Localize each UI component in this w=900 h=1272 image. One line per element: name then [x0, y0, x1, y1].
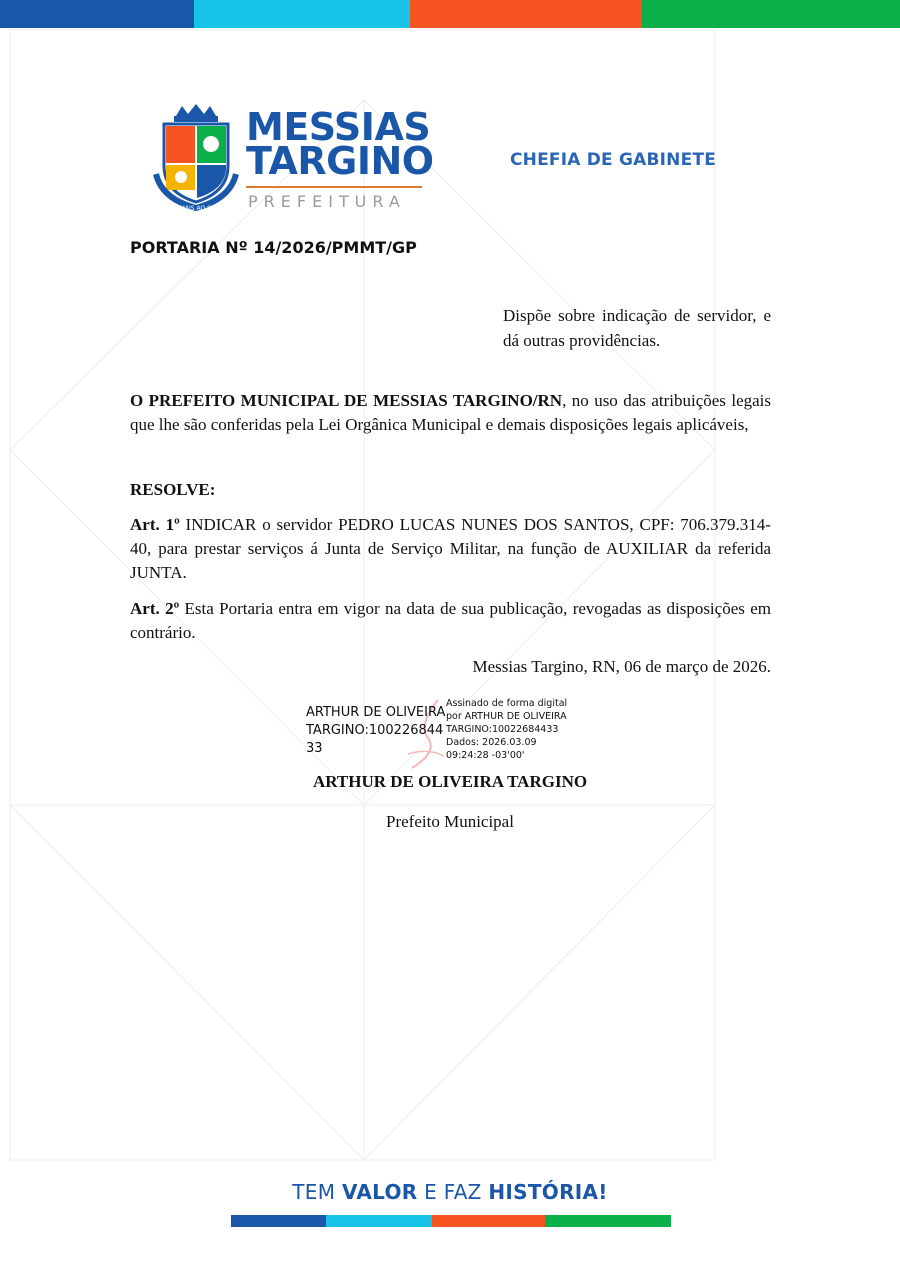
- document-title: PORTARIA Nº 14/2026/PMMT/GP: [130, 238, 417, 257]
- footer-slogan: TEM VALOR E FAZ HISTÓRIA!: [292, 1180, 608, 1204]
- municipality-logo: [152, 104, 432, 216]
- article-1: [130, 513, 771, 585]
- bar-blue: [0, 0, 194, 28]
- signature-name-block: ARTHUR DE OLIVEIRA TARGINO:100226844 33: [306, 705, 446, 756]
- article-2-text: Esta Portaria entra em vigor na data de sua publicação, revogadas as disposições em contrário.: [130, 599, 771, 642]
- signature-details: Assinado de forma digital por ARTHUR DE OLIVEIRA TARGINO:10022684433 Dados: 2026.03.09 09:24:28 -03'00': [446, 698, 568, 761]
- article-2-label: Art. 2º: [130, 599, 180, 618]
- signer-role: Prefeito Municipal: [386, 812, 514, 831]
- signer-name: ARTHUR DE OLIVEIRA TARGINO: [312, 772, 588, 791]
- department-label: CHEFIA DE GABINETE: [510, 150, 717, 170]
- bar-green: [642, 0, 900, 28]
- ementa: Dispõe sobre indicação de servidor, e dá outras providências.: [503, 306, 771, 350]
- article-2: [130, 597, 771, 645]
- brand-line-1: MESSIAS: [246, 105, 431, 149]
- brand-line-2: TARGINO: [246, 139, 434, 183]
- bar-green: [545, 1215, 671, 1227]
- top-color-bar: [0, 0, 900, 28]
- bar-orange: [432, 1215, 545, 1227]
- article-1-text: INDICAR o servidor PEDRO LUCAS NUNES DOS SANTOS, CPF: 706.379.314-40, para prestar serviços á Junta de Serviço Militar, na função de AUXILIAR da referida JUNTA.: [130, 515, 771, 582]
- brand-divider: [246, 186, 422, 188]
- bottom-color-bar: [231, 1215, 671, 1227]
- bar-cyan: [194, 0, 410, 28]
- bar-blue: [231, 1215, 326, 1227]
- preamble: [130, 389, 771, 437]
- coat-of-arms-icon: [152, 104, 240, 212]
- bar-cyan: [326, 1215, 432, 1227]
- preamble-rest: , no uso das atribuições legais que lhe são conferidas pela Lei Orgânica Municipal e demais disposições legais aplicáveis,: [130, 391, 771, 434]
- bar-orange: [410, 0, 642, 28]
- resolve-heading: RESOLVE:: [130, 480, 216, 499]
- brand-subtitle: PREFEITURA: [248, 192, 406, 211]
- svg-text:DO MAIS AO SOLO: DO MAIS AO SOLO: [168, 205, 224, 212]
- preamble-bold: O PREFEITO MUNICIPAL DE MESSIAS TARGINO/RN: [130, 391, 563, 410]
- brand-name: [246, 105, 434, 183]
- article-1-label: Art. 1º: [130, 515, 180, 534]
- date-line: Messias Targino, RN, 06 de março de 2026.: [472, 657, 771, 676]
